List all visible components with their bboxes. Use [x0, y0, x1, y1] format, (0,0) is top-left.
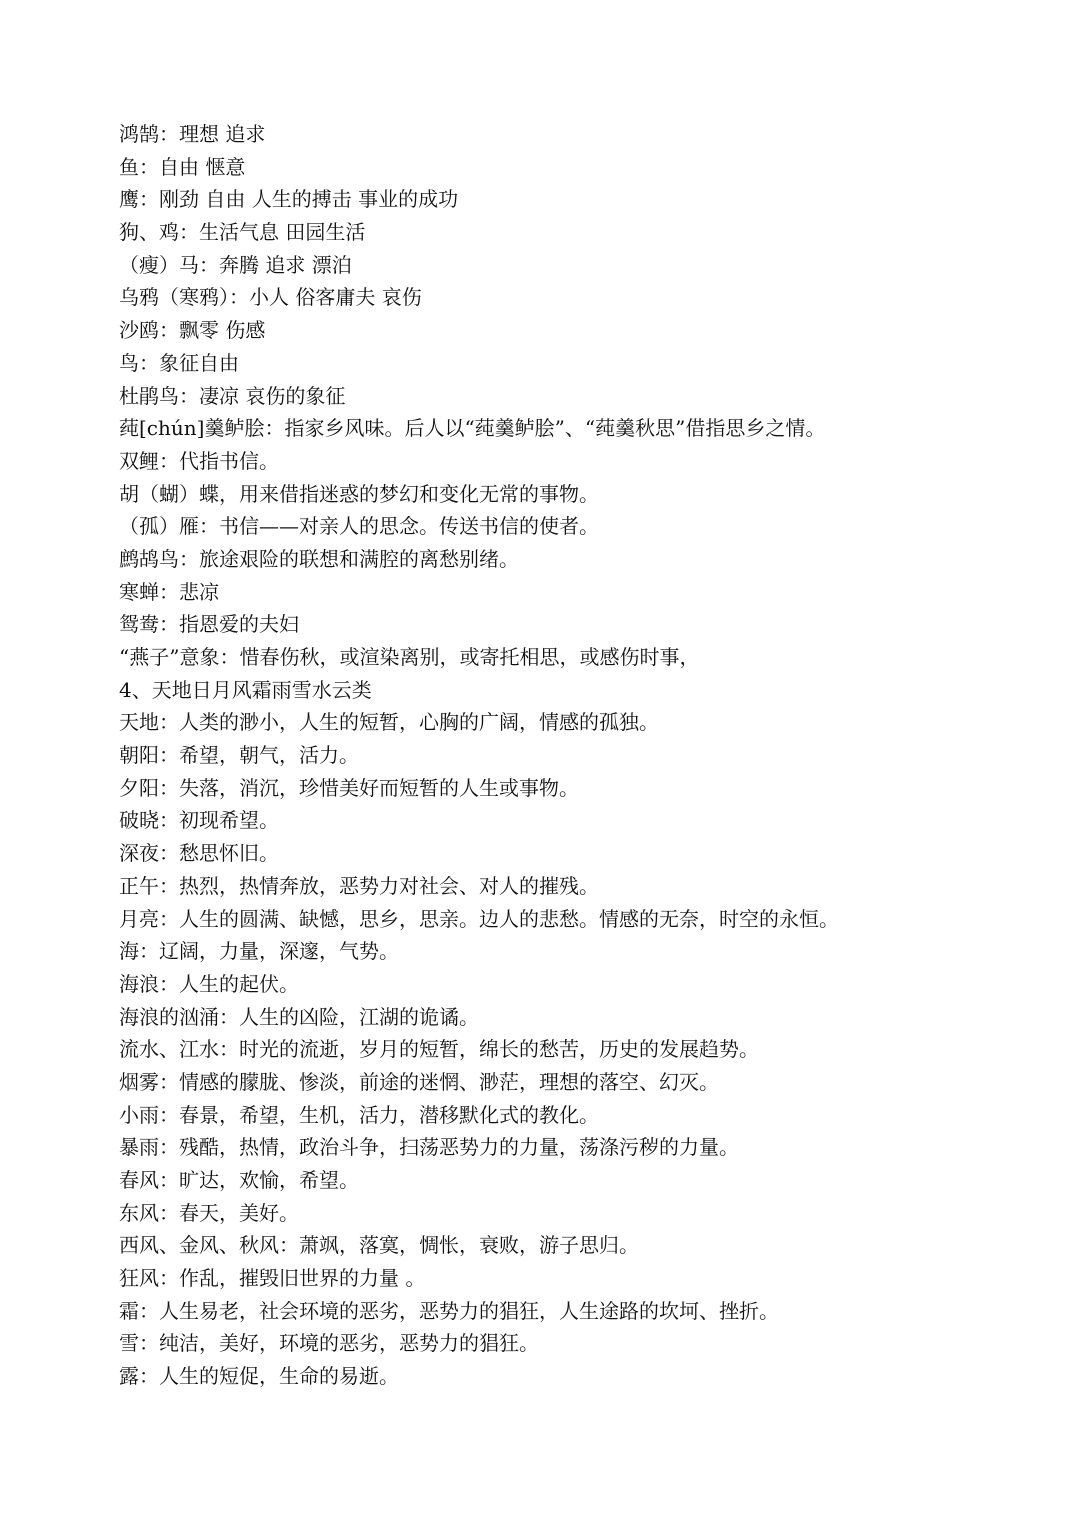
text-line: 正午：热烈，热情奔放，恶势力对社会、对人的摧残。	[119, 873, 599, 898]
text-line: 莼[chún]羹鲈脍：指家乡风味。后人以“莼羹鲈脍”、“莼羹秋思”借指思乡之情。	[119, 416, 826, 441]
text-line: 朝阳：希望，朝气，活力。	[119, 743, 359, 768]
section-heading: 4、天地日月风霜雨雪水云类	[119, 677, 372, 702]
text-line: 鹧鸪鸟：旅途艰险的联想和满腔的离愁别绪。	[119, 546, 519, 571]
text-line: 天地：人类的渺小，人生的短暂，心胸的广阔，情感的孤独。	[119, 710, 659, 735]
document-body	[119, 118, 1019, 1393]
text-line: 雪：纯洁，美好，环境的恶劣，恶势力的猖狂。	[119, 1331, 539, 1356]
text-line: 狂风：作乱，摧毁旧世界的力量 。	[119, 1266, 426, 1291]
text-line: 霜：人生易老，社会环境的恶劣，恶势力的猖狂，人生途路的坎坷、挫折。	[119, 1298, 779, 1323]
text-line: 夕阳：失落，消沉，珍惜美好而短暂的人生或事物。	[119, 775, 579, 800]
text-line: 双鲤：代指书信。	[119, 448, 279, 473]
text-line: （孤）雁：书信——对亲人的思念。传送书信的使者。	[119, 514, 599, 539]
text-line: 小雨：春景，希望，生机，活力，潜移默化式的教化。	[119, 1102, 599, 1127]
text-line: （瘦）马：奔腾 追求 漂泊	[119, 252, 352, 277]
text-line: 乌鸦（寒鸦）：小人 俗客庸夫 哀伤	[119, 285, 422, 310]
text-line: 海浪：人生的起伏。	[119, 971, 299, 996]
text-line: 春风：旷达，欢愉，希望。	[119, 1168, 359, 1192]
text-line: 鹰：刚劲 自由 人生的搏击 事业的成功	[119, 187, 459, 212]
text-line: 鸟：象征自由	[119, 350, 239, 375]
text-line: 露：人生的短促，生命的易逝。	[119, 1364, 399, 1389]
text-line: 西风、金风、秋风：萧飒，落寞，惆怅，衰败，游子思归。	[119, 1233, 639, 1258]
text-line: 东风：春天，美好。	[119, 1200, 299, 1225]
text-line: 深夜：愁思怀旧。	[119, 841, 279, 866]
text-line: 鸳鸯：指恩爱的夫妇	[119, 612, 299, 637]
text-line: 月亮：人生的圆满、缺憾，思乡，思亲。边人的悲愁。情感的无奈，时空的永恒。	[119, 906, 839, 931]
text-line: 鸿鹄：理想 追求	[119, 122, 266, 146]
text-line: 杜鹃鸟：凄凉 哀伤的象征	[119, 383, 346, 408]
text-line: 胡（蝴）蝶，用来借指迷惑的梦幻和变化无常的事物。	[119, 481, 599, 506]
text-line: 海：辽阔，力量，深邃，气势。	[119, 939, 399, 964]
text-line: 鱼：自由 惬意	[119, 154, 246, 179]
text-line: 流水、江水：时光的流逝，岁月的短暂，绵长的愁苦，历史的发展趋势。	[119, 1037, 759, 1062]
text-line: 狗、鸡：生活气息 田园生活	[119, 220, 366, 245]
text-line: 海浪的汹涌：人生的凶险，江湖的诡谲。	[119, 1004, 479, 1029]
text-line: 寒蝉：悲凉	[119, 579, 219, 604]
text-line: 破晓：初现希望。	[119, 808, 279, 833]
text-line: 暴雨：残酷，热情，政治斗争，扫荡恶势力的力量，荡涤污秽的力量。	[119, 1135, 739, 1160]
text-line: “燕子”意象：惜春伤秋，或渲染离别，或寄托相思，或感伤时事，	[119, 645, 700, 669]
text-line: 沙鸥：飘零 伤感	[119, 318, 266, 343]
text-line: 烟雾：情感的朦胧、惨淡，前途的迷惘、渺茫，理想的落空、幻灭。	[119, 1069, 719, 1094]
